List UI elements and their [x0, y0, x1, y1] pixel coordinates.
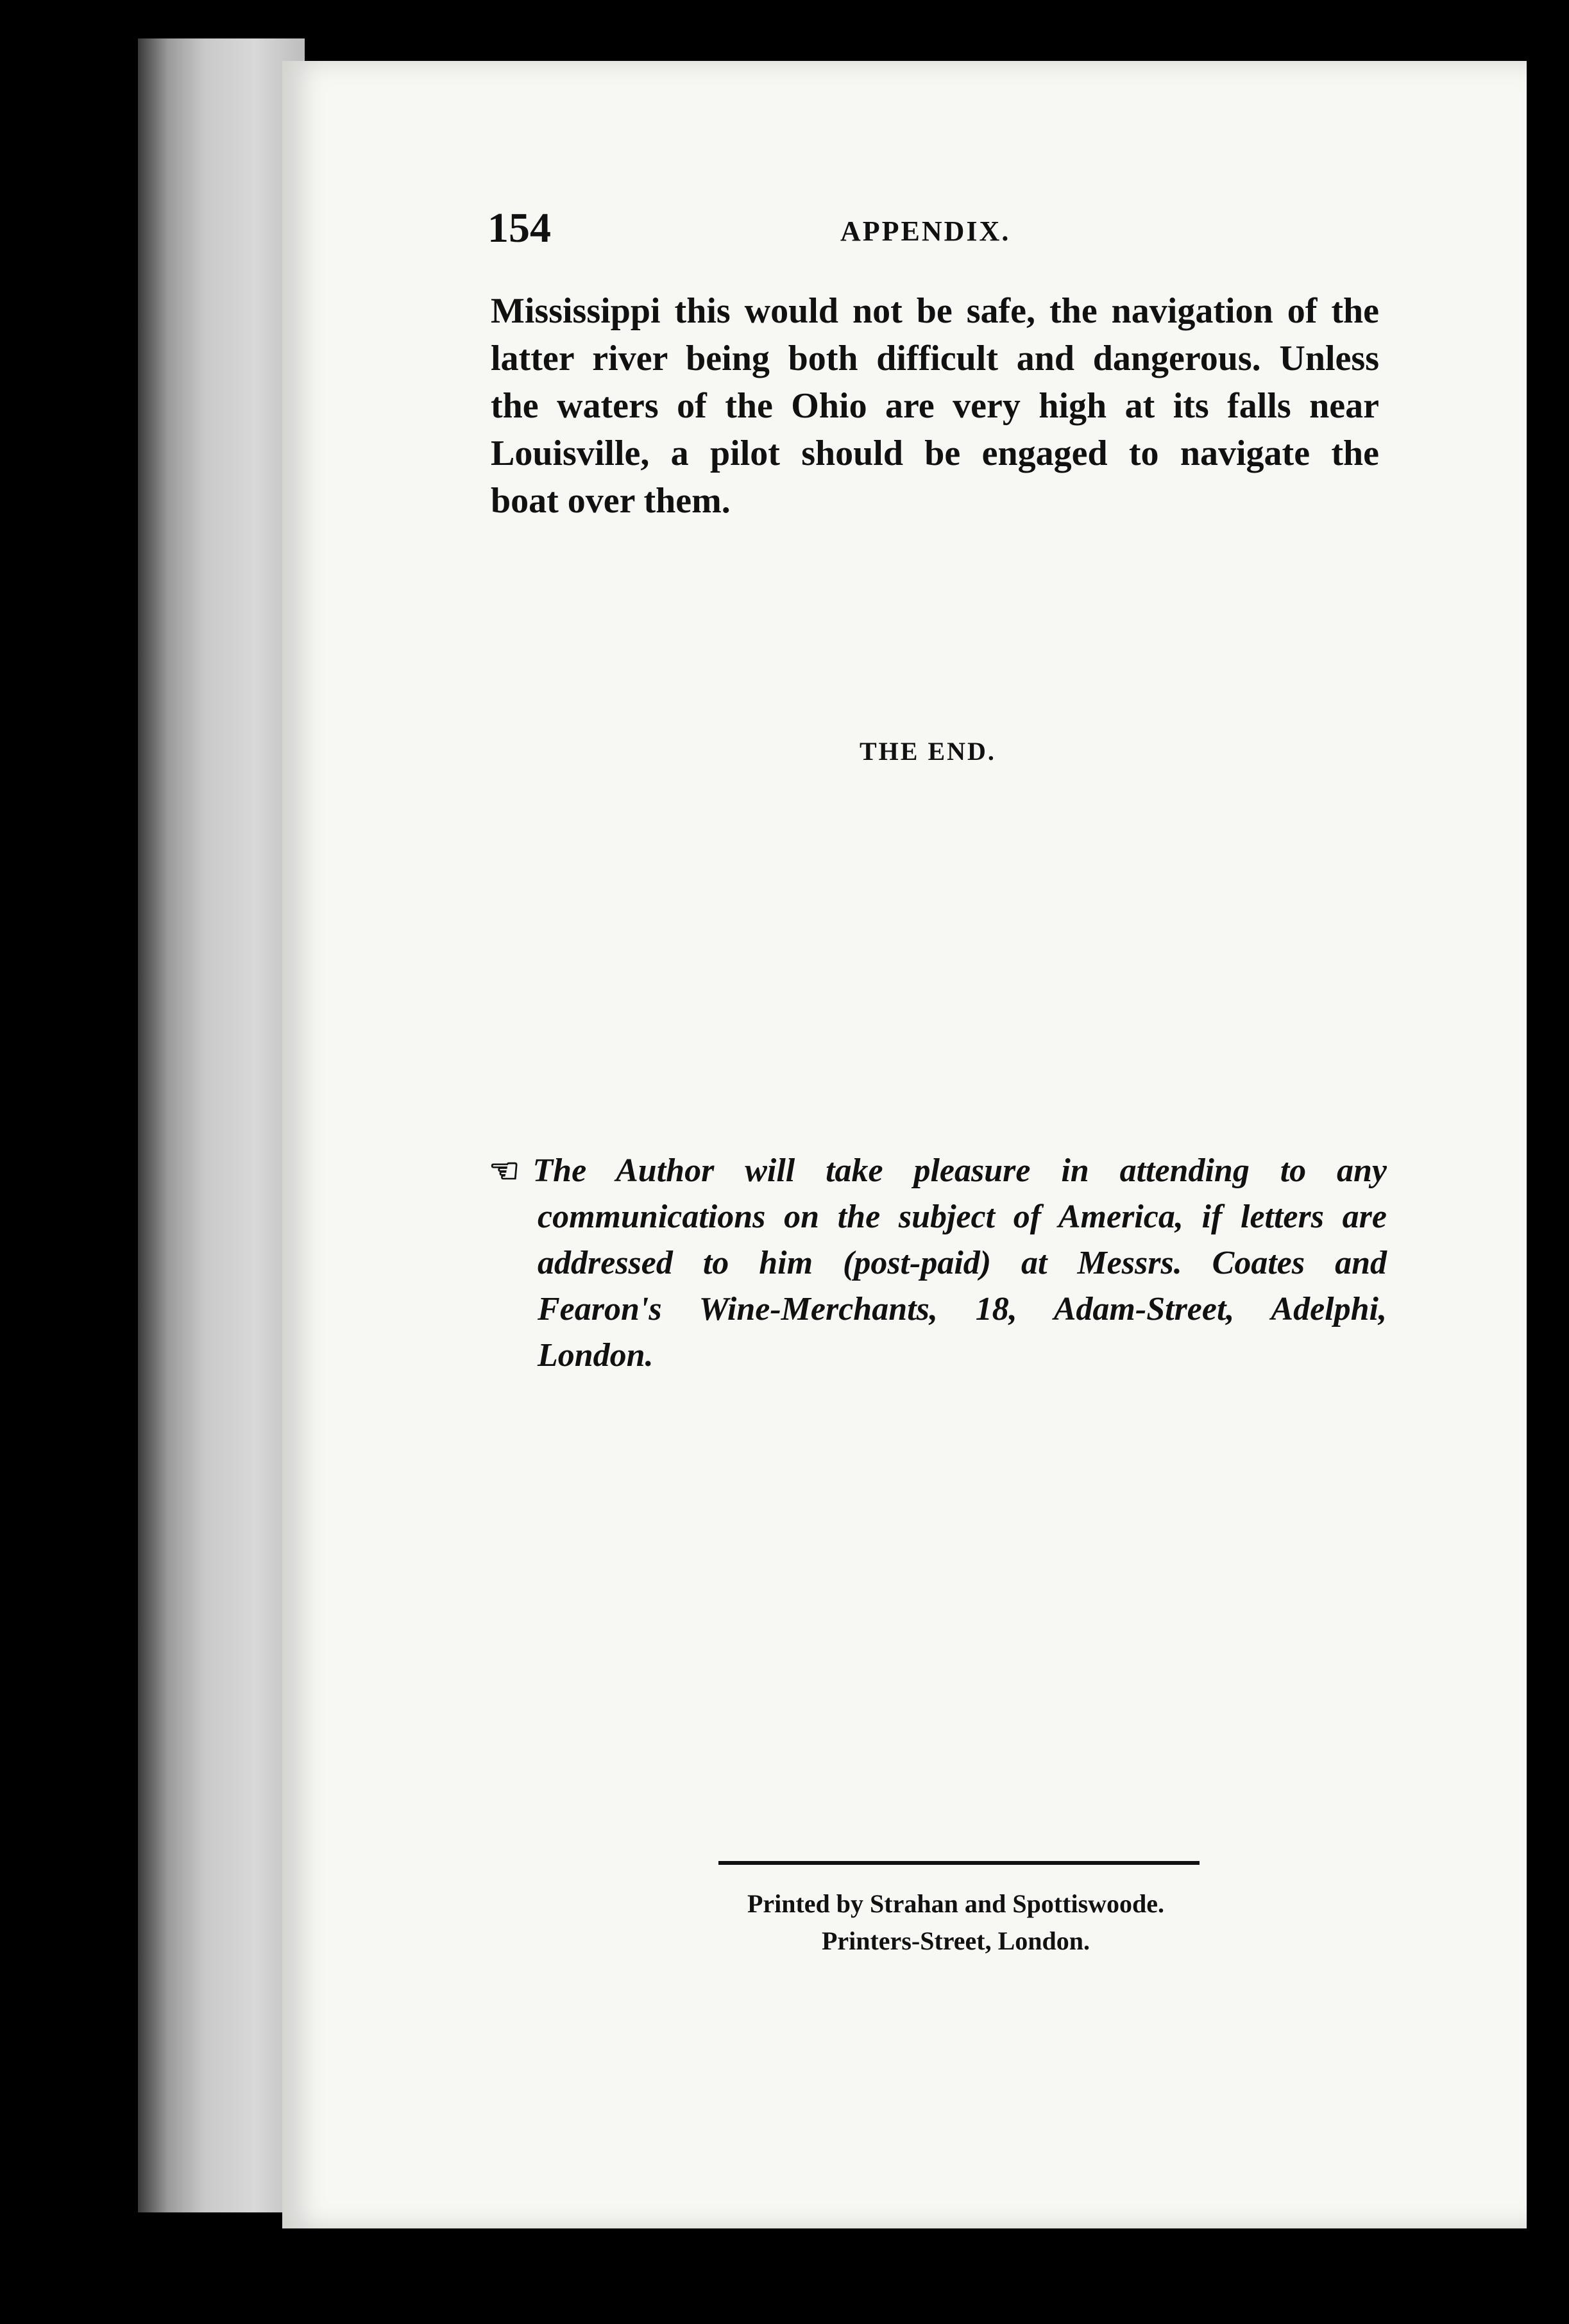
body-line: Mississippi this would not be safe, the navigation of the — [491, 291, 1379, 331]
running-head: APPENDIX. — [840, 215, 1011, 247]
imprint-line: Printed by Strahan and Spottiswoode. — [747, 1889, 1165, 1918]
divider-rule — [718, 1861, 1200, 1865]
page-number: 154 — [488, 205, 551, 251]
notice-text: The Author will take pleasure in attending to any — [532, 1152, 1387, 1189]
notice-line: London. — [538, 1337, 654, 1374]
notice-line: communications on the subject of America, if letters are — [538, 1199, 1387, 1235]
body-paragraph — [491, 287, 1379, 525]
author-notice — [489, 1148, 1387, 1379]
body-line: the waters of the Ohio are very high at its falls near — [491, 386, 1379, 426]
the-end-heading: THE END. — [860, 737, 996, 766]
notice-line: Fearon's Wine-Merchants, 18, Adam-Street, Adelphi, — [538, 1291, 1387, 1327]
body-line: latter river being both difficult and dangerous. Unless — [491, 339, 1379, 378]
imprint-line: Printers-Street, London. — [821, 1926, 1090, 1955]
body-line: Louisville, a pilot should be engaged to navigate the — [491, 434, 1379, 473]
pointing-hand-icon: ☞ — [489, 1152, 520, 1190]
book-edge — [138, 38, 305, 2212]
notice-line — [489, 1148, 1387, 1194]
printer-imprint — [667, 1885, 1244, 1960]
body-line: boat over them. — [491, 481, 731, 521]
notice-line: addressed to him (post-paid) at Messrs. Coates and — [538, 1245, 1387, 1281]
